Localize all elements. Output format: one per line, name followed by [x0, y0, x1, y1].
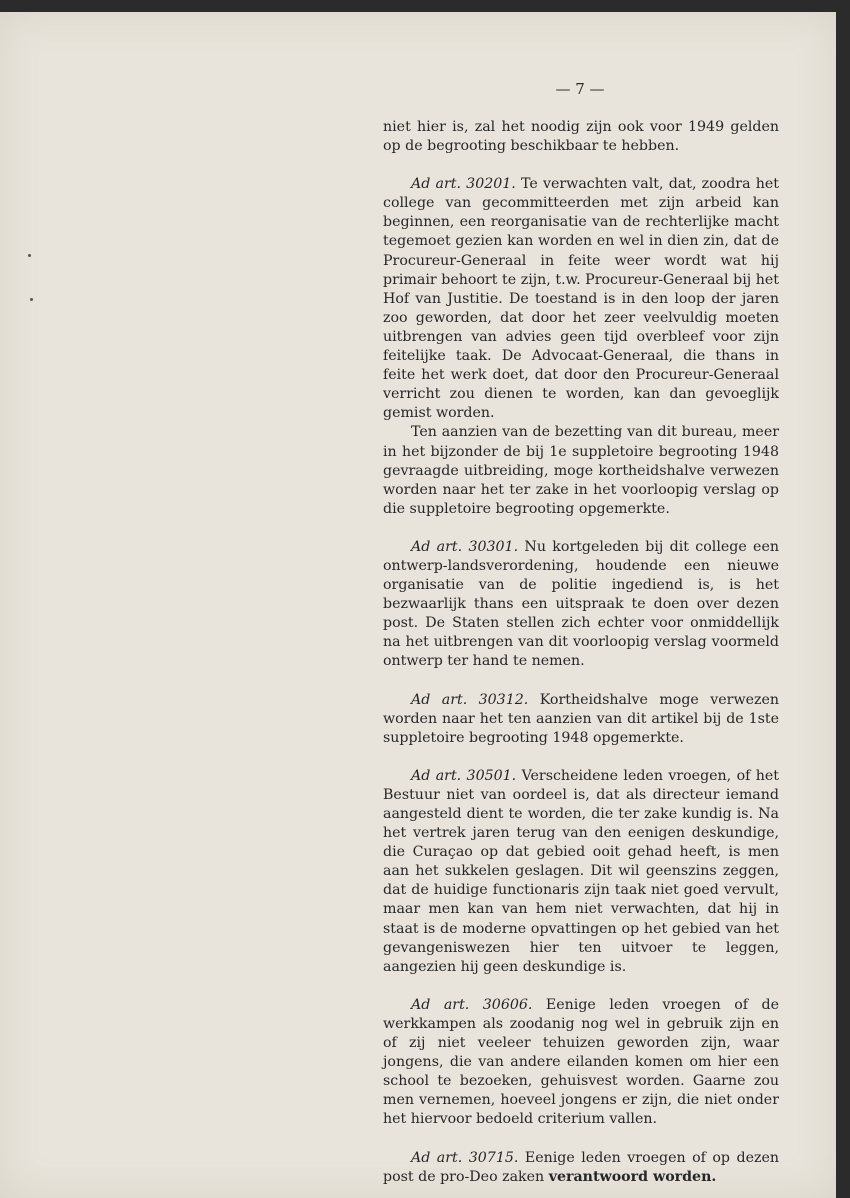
page-number: — 7 — — [555, 80, 605, 98]
scan-border-top — [0, 0, 850, 12]
paragraph-bureau-bezetting: Ten aanzien van de bezetting van dit bureau, meer in het bijzonder de bij 1e suppletoire begrooting 1948 gevraagde uitbreiding, moge kortheidshalve verwezen worden naar het ter zake in het voorloopig verslag op die suppletoire begrooting opgemerkte. — [383, 424, 779, 517]
article-reference: Ad art. 30201. — [411, 176, 516, 193]
article-reference: Ad art. 30301. — [411, 538, 519, 555]
paragraph-continuation: niet hier is, zal het noodig zijn ook voor 1949 gelden op de begrooting beschikbaar te hebben. — [383, 119, 779, 155]
article-reference: Ad art. 30715. — [411, 1149, 519, 1166]
paragraph-art-30301: Ad art. 30301. Nu kortgeleden bij dit college een ontwerp-landsverordening, houdende een nieuwe organisatie van de politie ingediend is, is het bezwaarlijk thans een uitspraak te doen over dezen post. De Staten stellen zich echter voor onmiddellijk na het uitbrengen van dit voorloopig verslag voormeld ontwerp ter hand te nemen. — [383, 538, 779, 670]
scan-speck — [30, 298, 33, 301]
paragraph-art-30606: Ad art. 30606. Eenige leden vroegen of de werkkampen als zoodanig nog wel in gebruik zijn en of zij niet veeleer tehuizen geworden zijn, waar jongens, die van andere eilanden komen om hier een school te bezoeken, gehuisvest worden. Gaarne zou men vernemen, hoeveel jongens er zijn, die niet onder het hiervoor bedoeld criterium vallen. — [383, 996, 779, 1128]
paragraph-art-30715: Ad art. 30715. Eenige leden vroegen of op dezen post de pro-Deo zaken verantwoord worden. — [383, 1149, 779, 1185]
paragraph-art-30501: Ad art. 30501. Verscheidene leden vroegen, of het Bestuur niet van oordeel is, dat als directeur iemand aangesteld dient te worden, die ter zake kundig is. Na het vertrek jaren terug van den eenigen deskundige, die Curaçao op dat gebied ooit gehad heeft, is men aan het sukkelen geslagen. Dit wil geenszins zeggen, dat de huidige functionaris zijn taak niet goed vervult, maar men kan van hem niet verwachten, dat hij in staat is de moderne opvattingen op het gebied van het gevangeniswezen hier ten uitvoer te leggen, aangezien hij geen deskundige is. — [383, 767, 779, 975]
paragraph-art-30201: Ad art. 30201. Te verwachten valt, dat, zoodra het college van gecommitteerden met zijn arbeid kan beginnen, een reorganisatie van de rechterlijke macht tegemoet gezien kan worden en wel in dien zin, dat de Procureur-Generaal in feite weer wordt wat hij primair behoort te zijn, t.w. Procureur-Generaal bij het Hof van Justitie. De toestand is in den loop der jaren zoo geworden, dat door het zeer veelvuldig moeten uitbrengen van advies geen tijd overbleef voor zijn feitelijke taak. De Advocaat-Generaal, die thans in feite het werk doet, dat door den Procureur-Generaal verricht zou dienen te worden, kan dan gevoeglijk gemist worden. — [383, 176, 779, 422]
article-reference: Ad art. 30606. — [411, 996, 533, 1013]
article-reference: Ad art. 30312. — [411, 691, 529, 708]
scan-speck — [28, 254, 31, 257]
scan-border-right — [836, 0, 850, 1198]
text-column — [383, 118, 779, 1187]
paragraph-art-30312: Ad art. 30312. Kortheidshalve moge verwezen worden naar het ten aanzien van dit artikel bij de 1ste suppletoire begrooting 1948 opgemerkte. — [383, 691, 779, 746]
article-reference: Ad art. 30501. — [411, 767, 517, 784]
